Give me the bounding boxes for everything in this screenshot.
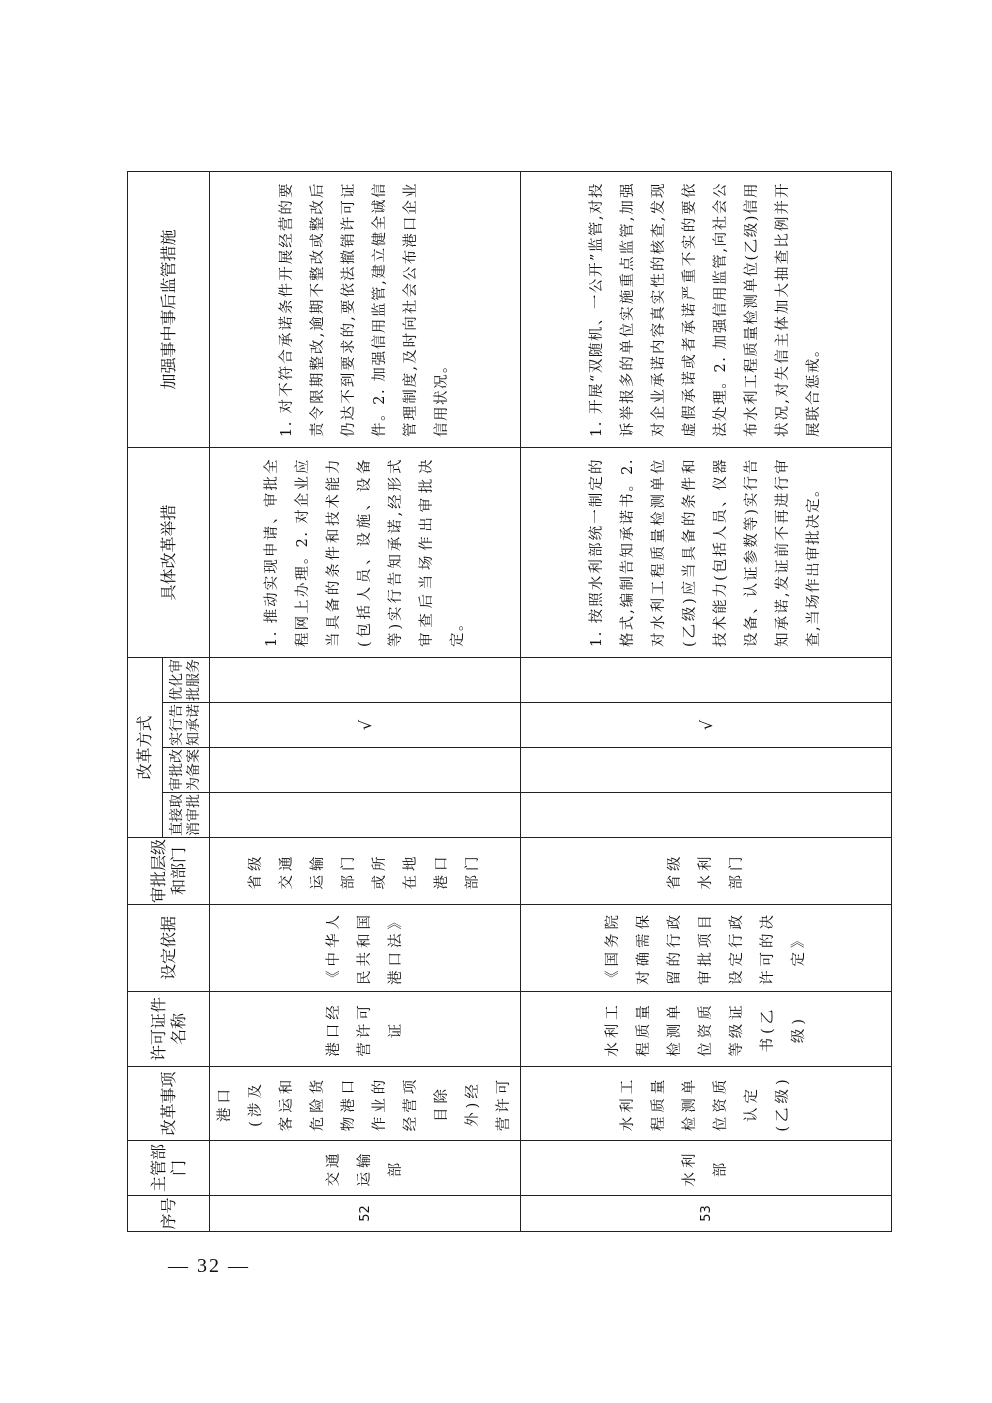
row-optimize [521, 657, 892, 702]
row-promise-check: √ [210, 703, 521, 748]
header-level: 审批层级和部门 [128, 838, 210, 905]
row-supervision: 1. 开展“双随机、一公开”监管,对投诉举报多的单位实施重点监管,加强对企业承诺内容真实性的核查,发现虚假承诺或者承诺严重不实的要依法处理。2. 加强信用监管,向社会公布水利工程质量检测单位(乙级)信用状况,对失信主体加大抽查比例并开展联合惩戒。 [521, 171, 892, 447]
header-method-promise: 实行告知承诺 [163, 703, 210, 748]
table-row [521, 171, 892, 1231]
row-level: 省级交通运输部门或所在地港口部门 [210, 838, 521, 905]
header-item: 改革事项 [128, 1067, 210, 1141]
row-supervision: 1. 对不符合承诺条件开展经营的要责令限期整改,逾期不整改或整改后仍达不到要求的,要依法撤销许可证件。2. 加强信用监管,建立健全诚信管理制度,及时向社会公布港口企业信用状况。 [210, 171, 521, 447]
row-license: 水利工程质量检测单位资质等级证书(乙级) [521, 992, 892, 1067]
row-seq: 53 [521, 1196, 892, 1232]
row-measures: 1. 按照水利部统一制定的格式,编制告知承诺书。2. 对水利工程质量检测单位(乙级)应当具备的条件和技术能力(包括人员、仪器设备、认证参数等)实行告知承诺,发证前不再进行审查,当场作出审批决定。 [521, 447, 892, 657]
header-dept: 主管部门 [128, 1141, 210, 1196]
header-seq: 序号 [128, 1196, 210, 1232]
header-method-group: 改革方式 [128, 657, 163, 837]
reform-table [127, 171, 892, 1232]
row-dept: 交通运输部 [210, 1141, 521, 1196]
rotated-table-wrapper [127, 172, 863, 1232]
row-item: 港口(涉及客运和危险货物港口作业的经营项目除外)经营许可 [210, 1067, 521, 1141]
header-measures: 具体改革举措 [128, 447, 210, 657]
row-promise-check: √ [521, 703, 892, 748]
header-method-optimize: 优化审批服务 [163, 657, 210, 702]
row-level: 省级水利部门 [521, 838, 892, 905]
header-method-cancel: 直接取消审批 [163, 793, 210, 838]
page-number: — 32 — [168, 1255, 250, 1277]
row-license: 港口经营许可证 [210, 992, 521, 1067]
row-record [210, 748, 521, 793]
row-seq: 52 [210, 1196, 521, 1232]
row-record [521, 748, 892, 793]
table-row [210, 171, 521, 1231]
row-item: 水利工程质量检测单位资质认定(乙级) [521, 1067, 892, 1141]
row-optimize [210, 657, 521, 702]
row-dept: 水利部 [521, 1141, 892, 1196]
header-supervision: 加强事中事后监管措施 [128, 171, 210, 447]
row-cancel [521, 793, 892, 838]
header-method-record: 审批改为备案 [163, 748, 210, 793]
row-measures: 1. 推动实现申请、审批全程网上办理。2. 对企业应当具备的条件和技术能力(包括人员、设施、设备等)实行告知承诺,经形式审查后当场作出审批决定。 [210, 447, 521, 657]
row-basis: 《国务院对确需保留的行政审批项目设定行政许可的决定》 [521, 905, 892, 992]
row-basis: 《中华人民共和国港口法》 [210, 905, 521, 992]
row-cancel [210, 793, 521, 838]
header-license: 许可证件名称 [128, 992, 210, 1067]
header-basis: 设定依据 [128, 905, 210, 992]
